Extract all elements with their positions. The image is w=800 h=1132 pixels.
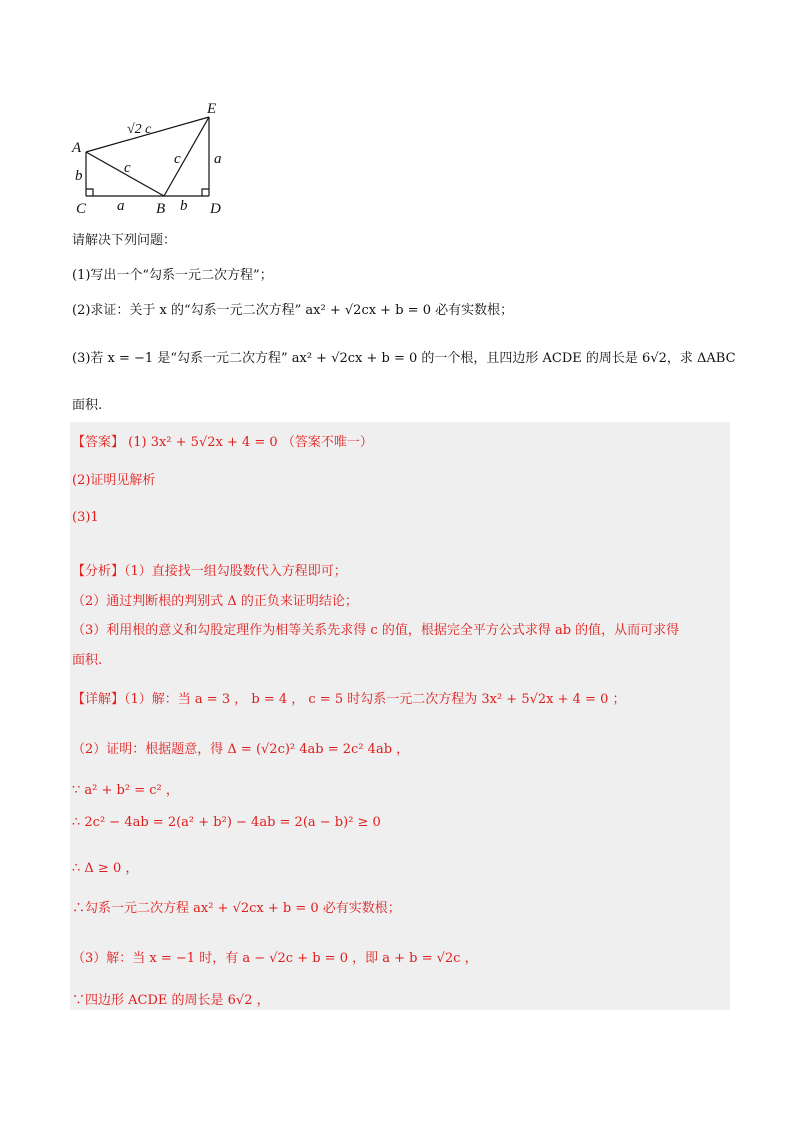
question-intro: 请解决下列问题：: [72, 233, 177, 248]
question-part3: (3)若 x = −1 是“勾系一元二次方程” ax² + √2cx + b = 0 的一个根，且四边形 ACDE 的周长是 6√2，求 ΔABC: [72, 351, 736, 366]
label-c: C: [76, 201, 87, 217]
detail-line6: ∴勾系一元二次方程 ax² + √2cx + b = 0 必有实数根；: [72, 901, 401, 916]
analysis-line1: [72, 563, 347, 581]
answer-line1-text: (1) 3x² + 5√2x + 4 = 0: [128, 435, 278, 450]
label-side-de: a: [214, 151, 222, 167]
analysis-line4: 面积.: [72, 653, 103, 668]
analysis-line3: （3）利用根的意义和勾股定理作为相等关系先求得 c 的值，根据完全平方公式求得 ab 的值，从而可求得: [72, 623, 680, 638]
answer-line3: (3)1: [72, 510, 99, 525]
detail-tag: 【详解】: [72, 692, 125, 707]
detail-line2: （2）证明：根据题意，得 Δ = (√2c)² 4ab = 2c² 4ab ，: [72, 742, 410, 757]
label-side-bd: b: [180, 198, 188, 214]
label-side-ab: c: [124, 160, 131, 176]
detail-line8: ∵四边形 ACDE 的周长是 6√2 ，: [72, 993, 270, 1008]
detail-line5: ∴ Δ ≥ 0 ，: [72, 861, 139, 876]
edge-be: [164, 117, 209, 196]
answer-line2: (2)证明见解析: [72, 473, 156, 488]
label-a: A: [72, 140, 82, 156]
detail-line3: ∵ a² + b² = c² ，: [72, 783, 179, 798]
label-e: E: [207, 101, 217, 117]
detail-line1: [72, 691, 625, 709]
geometry-figure: [0, 0, 800, 230]
label-side-be: c: [174, 151, 181, 167]
right-angle-c: [86, 189, 93, 196]
detail-line4: ∴ 2c² − 4ab = 2(a² + b²) − 4ab = 2(a − b)² ≥ 0: [72, 815, 381, 830]
question-part1: (1)写出一个“勾系一元二次方程”；: [72, 268, 273, 283]
detail-line1-text: （1）解：当 a = 3 ， b = 4 ， c = 5 时勾系一元二次方程为 3x² + 5√2x + 4 = 0 ；: [124, 692, 626, 707]
label-d: D: [210, 201, 221, 217]
detail-line7: （3）解：当 x = −1 时，有 a − √2c + b = 0 ，即 a + b = √2c ，: [72, 951, 478, 966]
answer-line1: [72, 434, 373, 452]
analysis-line2: （2）通过判断根的判别式 Δ 的正负来证明结论；: [72, 594, 358, 609]
label-side-cb: a: [117, 198, 125, 214]
answer-tag: 【答案】: [72, 435, 125, 450]
question-part3-cont: 面积.: [72, 398, 103, 413]
analysis-tag: 【分析】: [72, 564, 125, 579]
right-angle-d: [202, 189, 209, 196]
label-side-ac: b: [75, 168, 83, 184]
label-b: B: [156, 201, 166, 217]
answer-panel: [70, 422, 730, 1010]
question-part2: (2)求证：关于 x 的“勾系一元二次方程” ax² + √2cx + b = 0 必有实数根；: [72, 303, 514, 318]
analysis-line1-text: （1）直接找一组勾股数代入方程即可；: [124, 564, 347, 579]
answer-line1-note: （答案不唯一）: [281, 435, 373, 450]
label-side-ae: √2 c: [127, 122, 152, 137]
